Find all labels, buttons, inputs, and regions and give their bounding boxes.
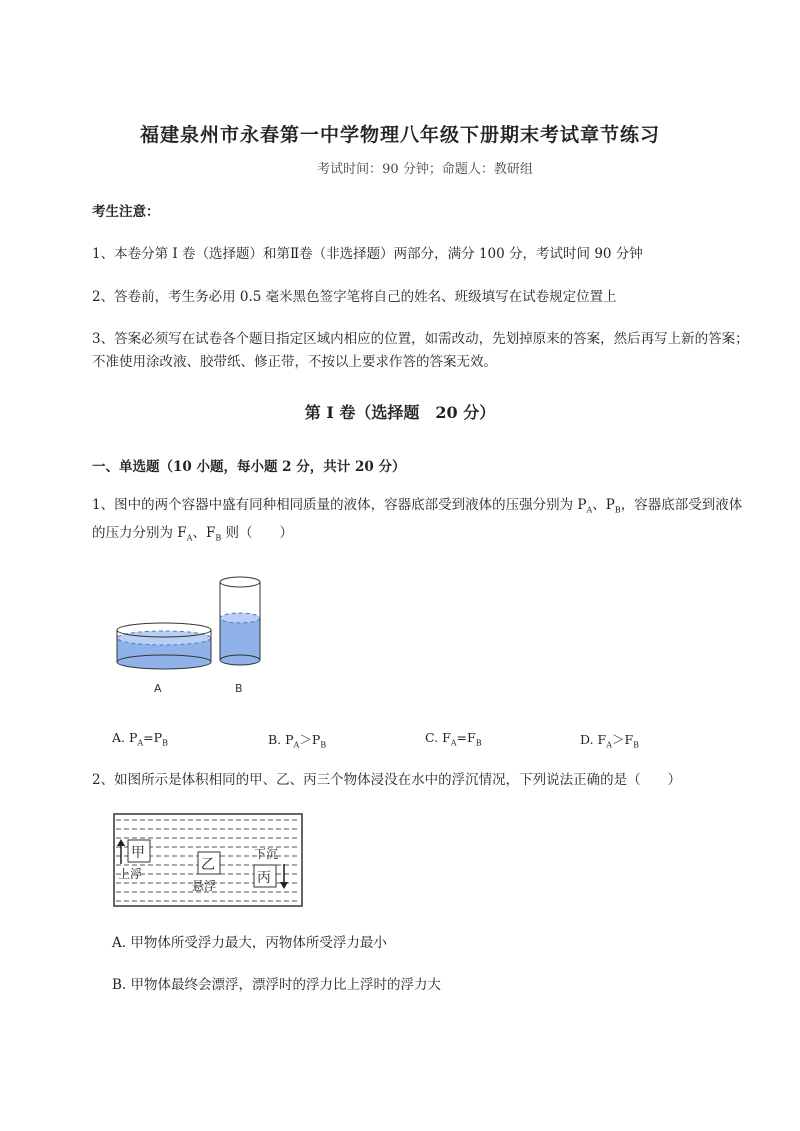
figure-label-a: A — [154, 682, 162, 695]
label-up: 上浮 — [118, 867, 143, 881]
q1-option-c[interactable]: C. $F_A=F_B$ — [425, 730, 482, 748]
water-tank-figure — [112, 812, 304, 908]
label-bing: 丙 — [257, 870, 271, 886]
page-title: 福建泉州市永春第一中学物理八年级下册期末考试章节练习 — [139, 124, 660, 146]
label-float: 悬浮 — [192, 879, 217, 893]
containers-figure — [110, 570, 280, 700]
section-title: 第 I 卷（选择题 20 分） — [304, 403, 496, 422]
notice-item-3: 3、答案必须写在试卷各个题目指定区域内相应的位置，如需改动，先划掉原来的答案，然后再写上新的答案；不准使用涂改液、胶带纸、修正带，不按以上要求作答的答案无效。 — [92, 331, 749, 370]
q1-option-b[interactable]: B. $P_A>P_B$ — [268, 732, 327, 750]
label-jia: 甲 — [131, 845, 145, 861]
container-a — [117, 623, 211, 669]
notice-item-2: 2、答卷前，考生务必用 0.5 毫米黑色签字笔将自己的姓名、班级填写在试卷规定位置上 — [92, 289, 617, 305]
question-2-stem: 2、如图所示是体积相同的甲、乙、丙三个物体浸没在水中的浮沉情况，下列说法正确的是（ ） — [92, 772, 682, 788]
notice-heading: 考生注意： — [92, 204, 160, 220]
part-heading: 一、单选题（10 小题，每小题 2 分，共计 20 分） — [92, 459, 406, 475]
q2-option-a[interactable]: A. 甲物体所受浮力最大，丙物体所受浮力最小 — [112, 935, 387, 951]
container-b — [220, 577, 260, 665]
exam-info: 考试时间：90 分钟；命题人：教研组 — [317, 162, 533, 177]
figure-label-b: B — [235, 682, 243, 695]
q2-option-b[interactable]: B. 甲物体最终会漂浮，漂浮时的浮力比上浮时的浮力大 — [112, 977, 442, 993]
q1-option-a[interactable]: A. $P_A=P_B$ — [112, 730, 168, 748]
label-yi: 乙 — [201, 857, 215, 873]
notice-item-1: 1、本卷分第 I 卷（选择题）和第Ⅱ卷（非选择题）两部分，满分 100 分，考试时间 90 分钟 — [92, 246, 643, 262]
q1-option-d[interactable]: D. $F_A>F_B$ — [580, 732, 640, 750]
label-down: 下沉 — [254, 847, 279, 861]
question-1-stem: 1、图中的两个容器中盛有同种相同质量的液体，容器底部受到液体的压强分别为 $P_A$、$P_B$，容器底部受到液体的压力分别为 $F_A$、$F_B$ 则（ ） — [92, 497, 743, 543]
